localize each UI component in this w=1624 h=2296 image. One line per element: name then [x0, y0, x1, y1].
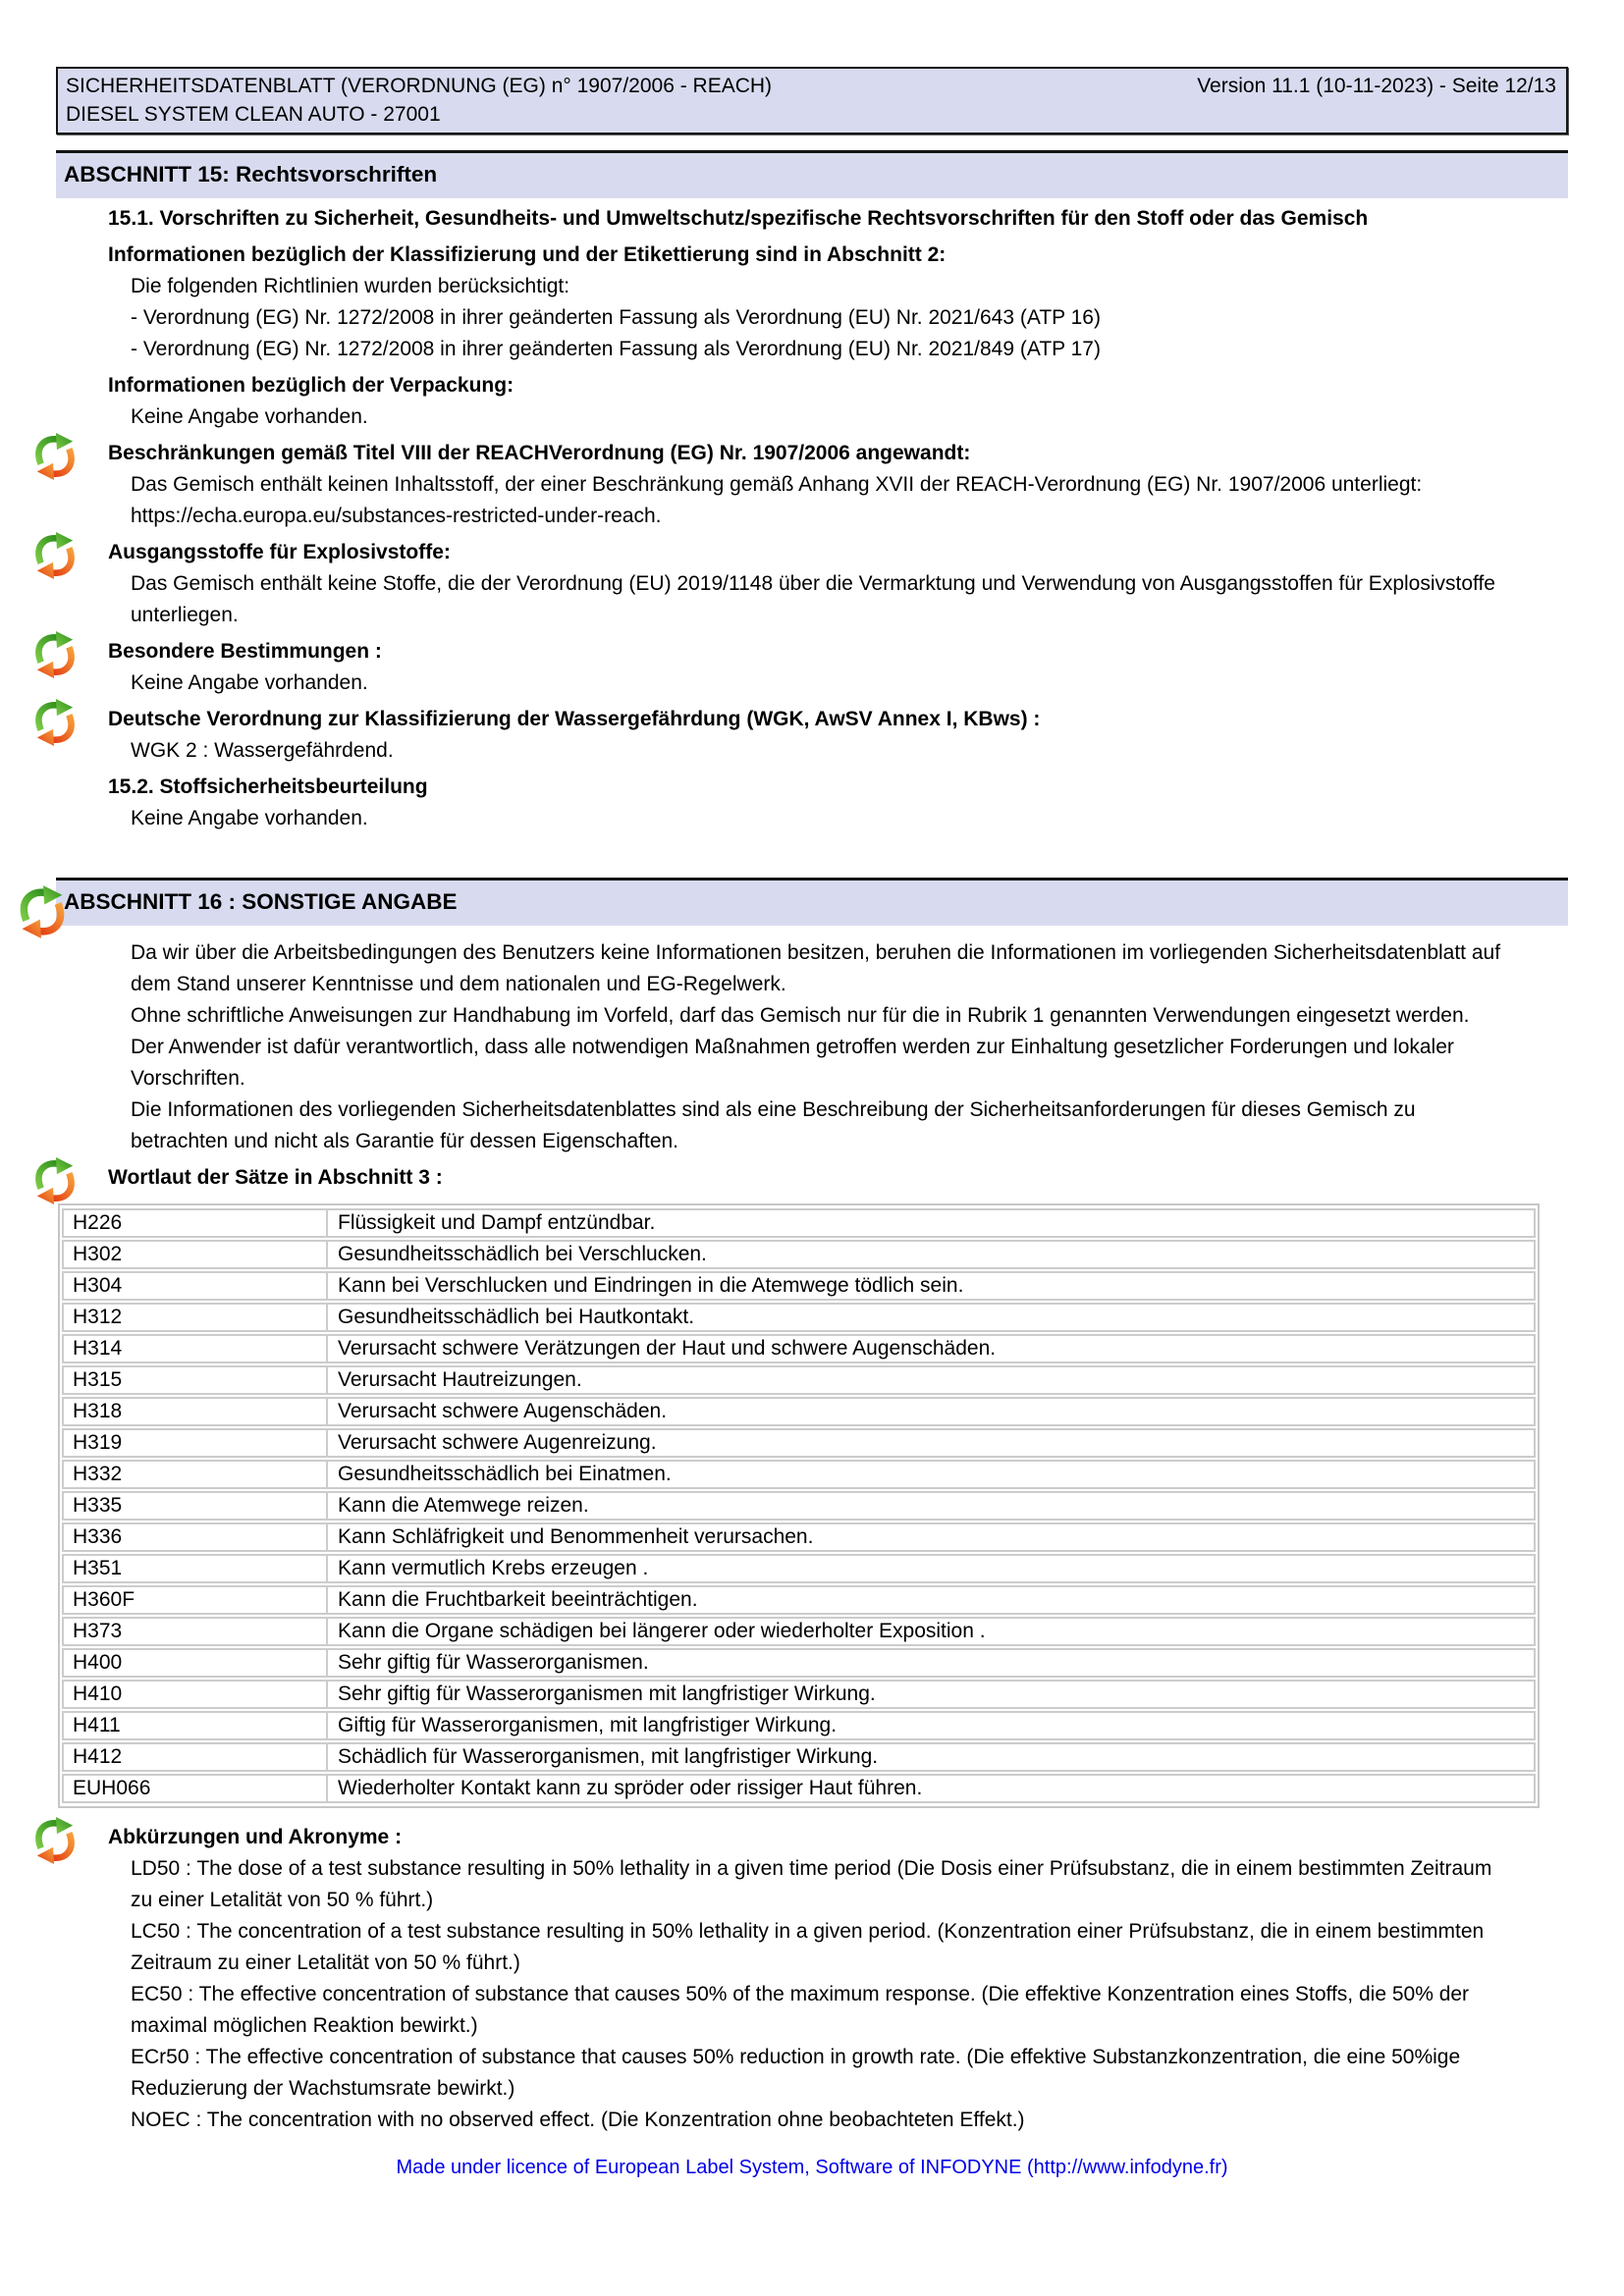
hazard-text-cell: Sehr giftig für Wasserorganismen mit langfristiger Wirkung. [338, 1682, 876, 1705]
section-16-title: ABSCHNITT 16 : SONSTIGE ANGABE [64, 889, 458, 914]
text-line: Die folgenden Richtlinien wurden berücksichtigt: [131, 275, 570, 297]
table-row [62, 1742, 1536, 1772]
abbreviations-heading-label: Abkürzungen und Akronyme : [108, 1826, 403, 1848]
hazard-text-cell: Giftig für Wasserorganismen, mit langfristiger Wirkung. [338, 1714, 838, 1736]
hazard-text-cell: Flüssigkeit und Dampf entzündbar. [338, 1211, 656, 1234]
sync-arrows-icon [32, 531, 78, 580]
table-row [62, 1271, 1536, 1301]
classification-heading: Informationen bezüglich der Klassifizierung und der Etikettierung sind in Abschnitt 2: [108, 243, 947, 266]
hazard-code-cell: H332 [64, 1462, 328, 1487]
explosives-heading-label: Ausgangsstoffe für Explosivstoffe: [108, 541, 451, 563]
wgk-heading-label: Deutsche Verordnung zur Klassifizierung der Wassergefährdung (WGK, AwSV Annex I, KBws) : [108, 708, 1041, 730]
document-header [56, 67, 1568, 134]
table-row [62, 1617, 1536, 1646]
hazard-code-cell: H315 [64, 1367, 328, 1393]
table-row [62, 1365, 1536, 1395]
hazard-code-cell: H304 [64, 1273, 328, 1299]
table-row [62, 1240, 1536, 1269]
table-row [62, 1303, 1536, 1332]
hazard-code-cell: H319 [64, 1430, 328, 1456]
table-row [62, 1711, 1536, 1740]
hazard-text-cell: Gesundheitsschädlich bei Verschlucken. [338, 1243, 707, 1265]
footer-licence-link[interactable]: Made under licence of European Label System, Software of INFODYNE (http://www.infodyne.fr) [396, 2157, 1228, 2178]
special-provisions-heading [56, 636, 1568, 667]
paragraph: Da wir über die Arbeitsbedingungen des Benutzers keine Informationen besitzen, beruhen die Informationen im vorliegenden Sicherheitsdatenblatt auf dem Stand unserer Kenntnisse und dem nationalen und EG-Regelwerk. [131, 941, 1501, 995]
table-row [62, 1334, 1536, 1363]
wgk-heading [56, 704, 1568, 735]
hazard-text-cell: Kann bei Verschlucken und Eindringen in die Atemwege tödlich sein. [338, 1274, 964, 1297]
sync-arrows-icon [32, 1816, 78, 1865]
section-15-bar [56, 150, 1568, 198]
table-row [62, 1397, 1536, 1426]
table-row [62, 1680, 1536, 1709]
wgk-text: WGK 2 : Wassergefährdend. [131, 739, 394, 762]
hazard-code-cell: H351 [64, 1556, 328, 1581]
section-16-intro [56, 937, 1568, 1157]
restrictions-lines [56, 469, 1568, 532]
hazard-code-cell: H314 [64, 1336, 328, 1362]
paragraph: Das Gemisch enthält keine Stoffe, die der Verordnung (EU) 2019/1148 über die Vermarktung und Verwendung von Ausgangsstoffen für Explosivstoffe unterliegen. [131, 572, 1495, 626]
hazard-text-cell: Wiederholter Kontakt kann zu spröder oder rissiger Haut führen. [338, 1777, 923, 1799]
product-name: DIESEL SYSTEM CLEAN AUTO - 27001 [66, 103, 441, 126]
hazard-code-cell: H302 [64, 1242, 328, 1267]
hazard-code-cell: H400 [64, 1650, 328, 1676]
paragraph: EC50 : The effective concentration of substance that causes 50% of the maximum response. (Die effektive Konzentration eines Stoffs, die 50% der maximal möglichen Reaktion bewirkt.) [131, 1983, 1470, 2037]
text-line: https://echa.europa.eu/substances-restricted-under-reach. [131, 505, 662, 527]
text-line: - Verordnung (EG) Nr. 1272/2008 in ihrer geänderten Fassung als Verordnung (EU) Nr. 2021/643 (ATP 16) [131, 306, 1101, 329]
restrictions-heading-label: Beschränkungen gemäß Titel VIII der REACHVerordnung (EG) Nr. 1907/2006 angewandt: [108, 442, 971, 464]
hazard-code-cell: H360F [64, 1587, 328, 1613]
paragraph: Die Informationen des vorliegenden Sicherheitsdatenblattes sind als eine Beschreibung der Sicherheitsanforderungen für dieses Gemisch zu betrachten und nicht als Garantie für dessen Eigenschaften. [131, 1098, 1416, 1152]
sync-arrows-icon [32, 1156, 78, 1205]
subsection-15-1-heading: 15.1. Vorschriften zu Sicherheit, Gesundheits- und Umweltschutz/spezifische Rechtsvorschriften für den Stoff oder das Gemisch [108, 207, 1369, 230]
hazard-code-cell: H318 [64, 1399, 328, 1424]
hazard-text-cell: Kann die Fruchtbarkeit beeinträchtigen. [338, 1588, 698, 1611]
hazard-code-cell: H412 [64, 1744, 328, 1770]
hazard-text-cell: Verursacht schwere Augenschäden. [338, 1400, 668, 1422]
subsection-15-2-heading: 15.2. Stoffsicherheitsbeurteilung [108, 775, 428, 798]
hazard-text-cell: Verursacht schwere Verätzungen der Haut und schwere Augenschäden. [338, 1337, 997, 1360]
table-row [62, 1774, 1536, 1803]
hazard-text-cell: Kann die Atemwege reizen. [338, 1494, 589, 1517]
table-row [62, 1585, 1536, 1615]
text-line: Das Gemisch enthält keinen Inhaltsstoff, der einer Beschränkung gemäß Anhang XVII der REACH-Verordnung (EG) Nr. 1907/2006 unterliegt: [131, 473, 1423, 496]
explosives-heading [56, 537, 1568, 568]
table-row [62, 1522, 1536, 1552]
abbreviations-text [56, 1853, 1568, 2136]
page-content [56, 67, 1568, 2136]
hazard-code-cell: H411 [64, 1713, 328, 1738]
table-row [62, 1648, 1536, 1678]
subsection-15-2-text: Keine Angabe vorhanden. [131, 807, 368, 829]
section-15-title: ABSCHNITT 15: Rechtsvorschriften [64, 162, 438, 187]
hazard-code-cell: EUH066 [64, 1776, 328, 1801]
hazard-text-cell: Sehr giftig für Wasserorganismen. [338, 1651, 649, 1674]
sync-arrows-icon [17, 884, 68, 939]
table-row [62, 1491, 1536, 1521]
hazard-text-cell: Kann die Organe schädigen bei längerer oder wiederholter Exposition . [338, 1620, 986, 1642]
hazard-code-cell: H410 [64, 1682, 328, 1707]
hazard-code-cell: H336 [64, 1524, 328, 1550]
explosives-text [56, 568, 1568, 631]
hazard-text-cell: Kann vermutlich Krebs erzeugen . [338, 1557, 649, 1579]
table-row [62, 1428, 1536, 1458]
hazard-code-cell: H335 [64, 1493, 328, 1519]
paragraph: Der Anwender ist dafür verantwortlich, dass alle notwendigen Maßnahmen getroffen werden zur Einhaltung gesetzlicher Forderungen und lokaler Vorschriften. [131, 1036, 1454, 1090]
sync-arrows-icon [32, 630, 78, 679]
version-page-info: Version 11.1 (10-11-2023) - Seite 12/13 [1197, 75, 1556, 97]
hazard-text-cell: Verursacht Hautreizungen. [338, 1368, 582, 1391]
section-16-bar [56, 878, 1568, 926]
hazard-code-cell: H373 [64, 1619, 328, 1644]
sync-arrows-icon [32, 698, 78, 747]
text-line: - Verordnung (EG) Nr. 1272/2008 in ihrer geänderten Fassung als Verordnung (EU) Nr. 2021/849 (ATP 17) [131, 338, 1101, 360]
abbreviations-heading [56, 1822, 1568, 1853]
paragraph: NOEC : The concentration with no observed effect. (Die Konzentration ohne beobachteten Effekt.) [131, 2109, 1025, 2131]
hazard-text-cell: Kann Schläfrigkeit und Benommenheit verursachen. [338, 1525, 814, 1548]
hazard-code-cell: H226 [64, 1210, 328, 1236]
sync-arrows-icon [32, 432, 78, 481]
classification-lines [56, 271, 1568, 365]
phrases-heading-label: Wortlaut der Sätze in Abschnitt 3 : [108, 1166, 443, 1189]
hazard-text-cell: Schädlich für Wasserorganismen, mit langfristiger Wirkung. [338, 1745, 879, 1768]
hazard-phrases-table [58, 1203, 1540, 1808]
table-row [62, 1460, 1536, 1489]
phrases-heading [56, 1162, 1568, 1194]
hazard-text-cell: Verursacht schwere Augenreizung. [338, 1431, 657, 1454]
hazard-text-cell: Gesundheitsschädlich bei Hautkontakt. [338, 1306, 695, 1328]
restrictions-heading [56, 438, 1568, 469]
packaging-text: Keine Angabe vorhanden. [131, 405, 368, 428]
paragraph: Ohne schriftliche Anweisungen zur Handhabung im Vorfeld, darf das Gemisch nur für die in Rubrik 1 genannten Verwendungen eingesetzt werden. [131, 1004, 1470, 1027]
special-provisions-text: Keine Angabe vorhanden. [131, 671, 368, 694]
hazard-code-cell: H312 [64, 1305, 328, 1330]
special-provisions-label: Besondere Bestimmungen : [108, 640, 382, 663]
paragraph: ECr50 : The effective concentration of substance that causes 50% reduction in growth rate. (Die effektive Substanzkonzentration, die eine 50%ige Reduzierung der Wachstumsrate bewirkt.) [131, 2046, 1461, 2100]
document-title: SICHERHEITSDATENBLATT (VERORDNUNG (EG) n° 1907/2006 - REACH) [66, 75, 773, 97]
paragraph: LC50 : The concentration of a test substance resulting in 50% lethality in a given period. (Konzentration einer Prüfsubstanz, die in einem bestimmten Zeitraum zu einer Letalität von 50 % führt.) [131, 1920, 1485, 1974]
packaging-heading: Informationen bezüglich der Verpackung: [108, 374, 514, 397]
paragraph: LD50 : The dose of a test substance resulting in 50% lethality in a given time period (Die Dosis einer Prüfsubstanz, die in einem bestimmten Zeitraum zu einer Letalität von 50 % führt.) [131, 1857, 1492, 1911]
hazard-text-cell: Gesundheitsschädlich bei Einatmen. [338, 1463, 672, 1485]
table-row [62, 1554, 1536, 1583]
table-row [62, 1208, 1536, 1238]
